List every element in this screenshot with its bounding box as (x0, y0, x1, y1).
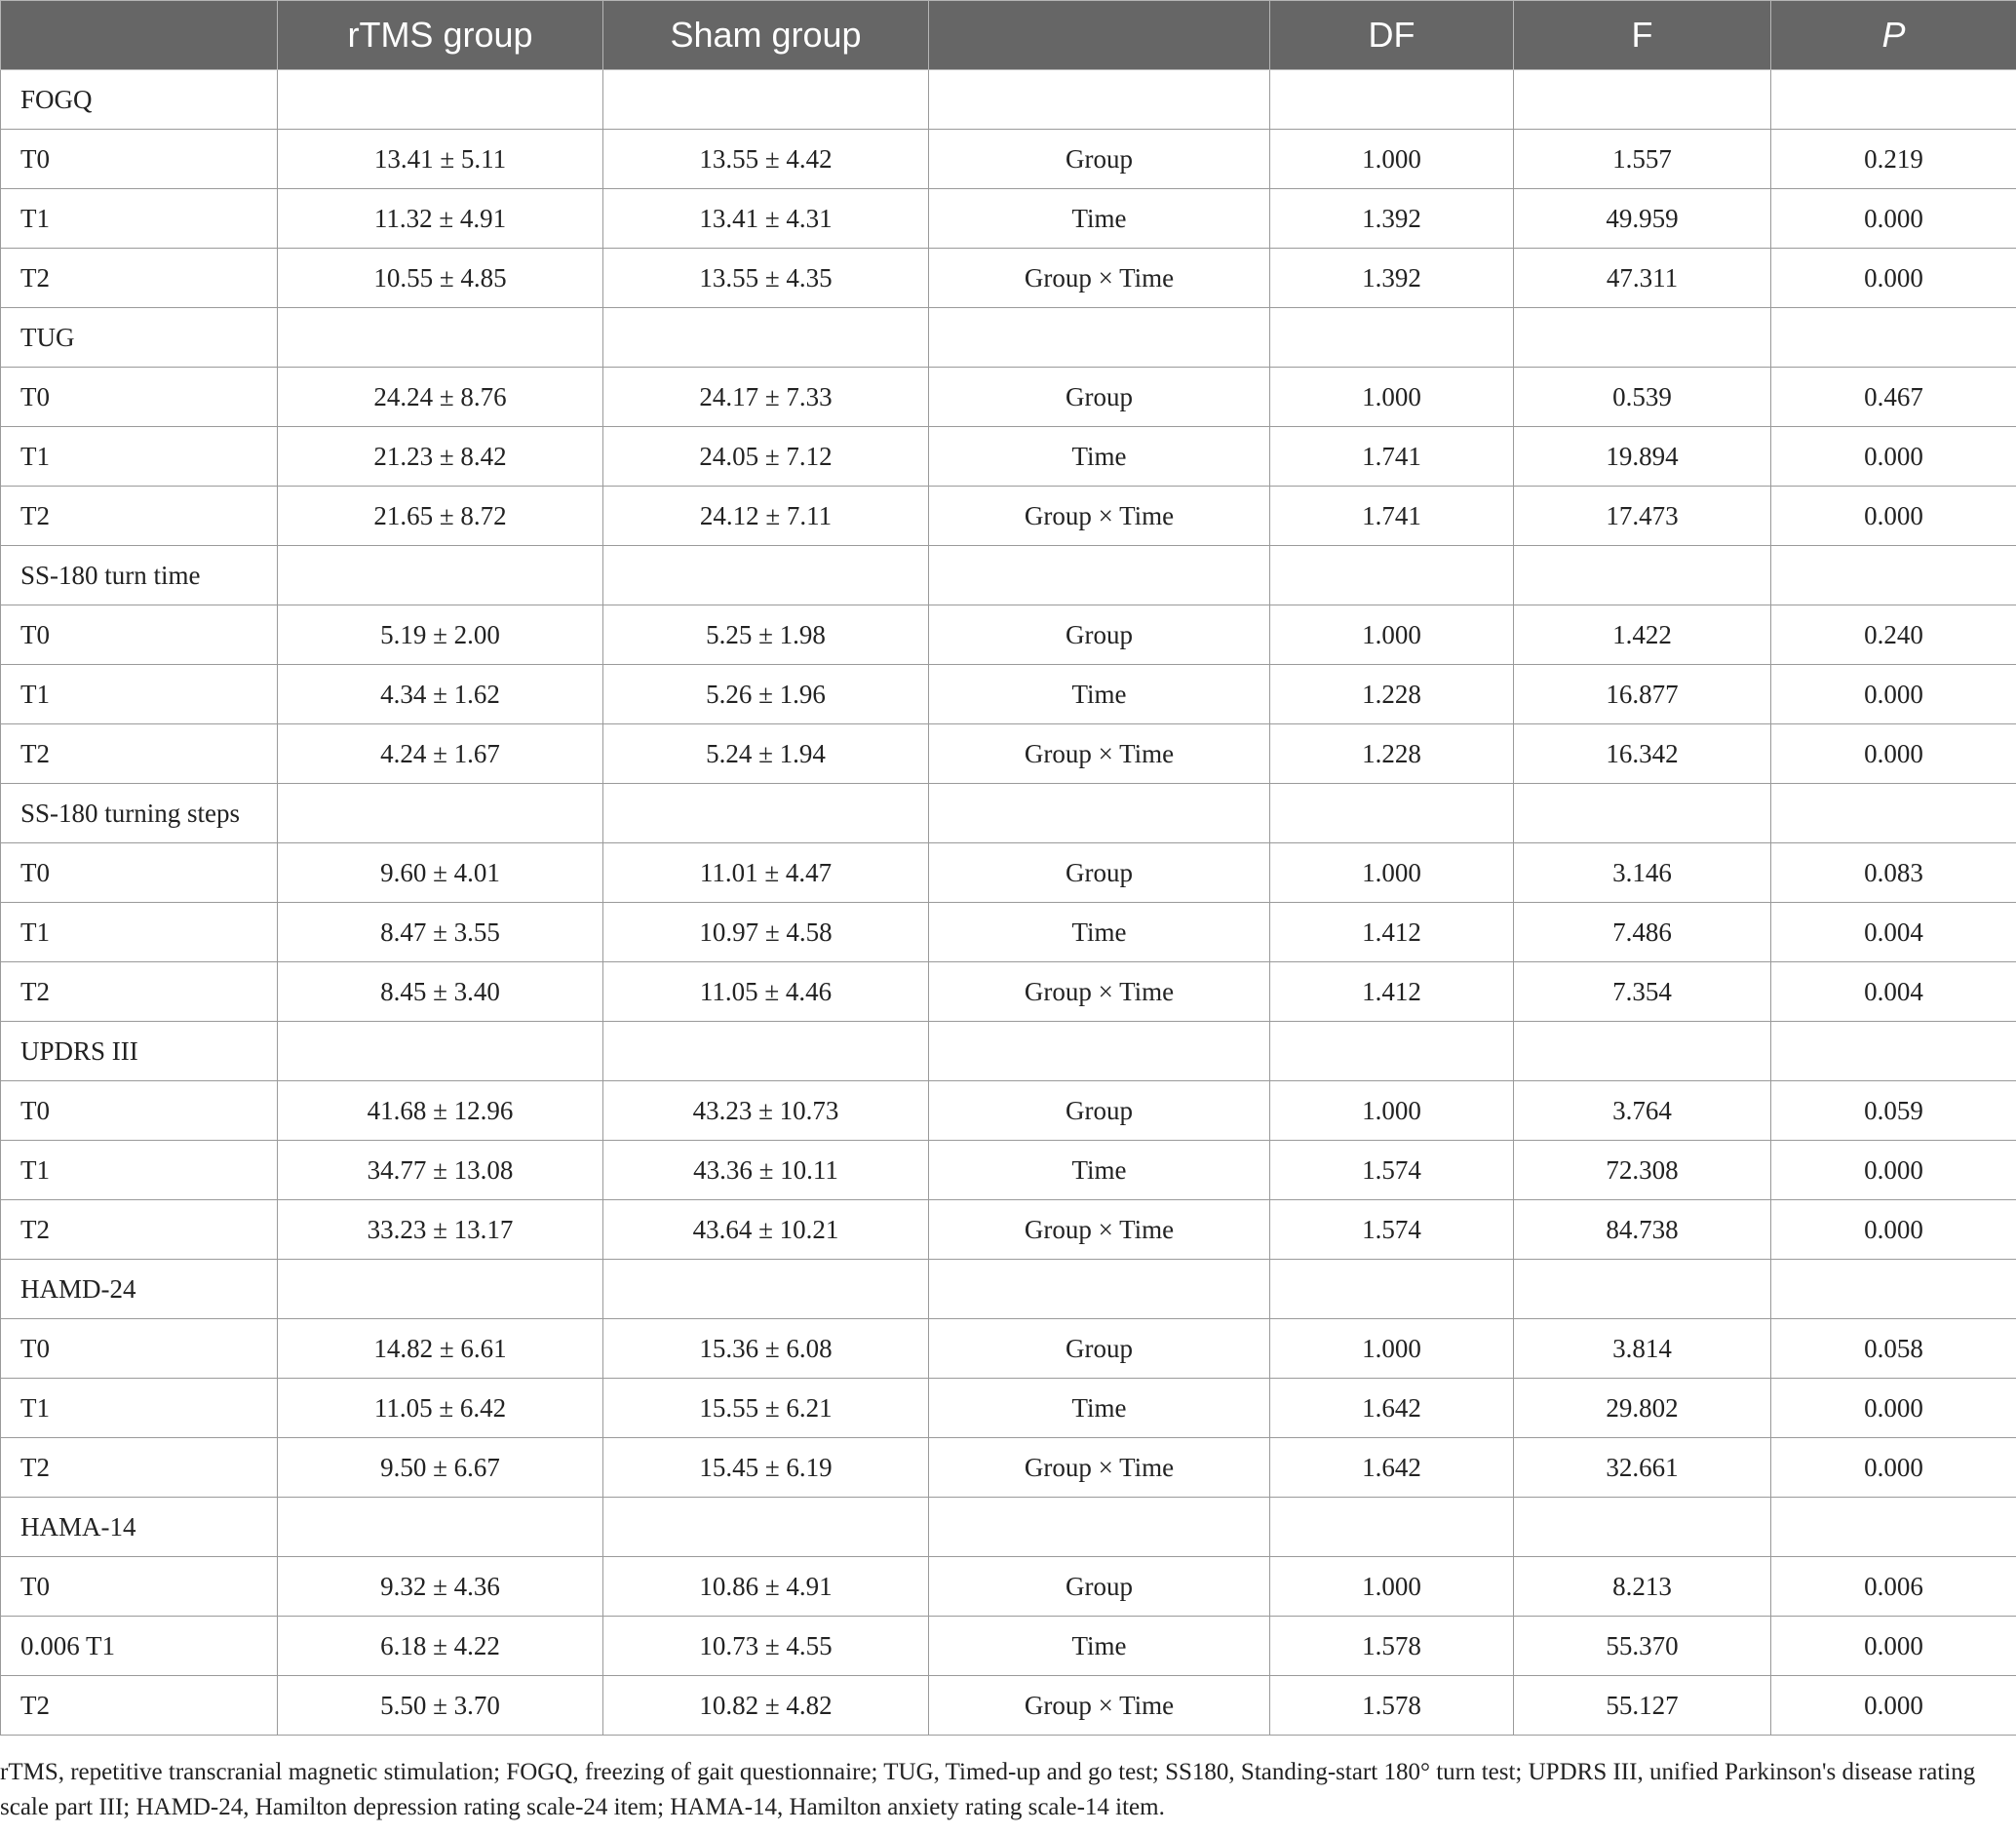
f-value: 84.738 (1514, 1200, 1771, 1260)
sham-value: 15.36 ± 6.08 (603, 1319, 929, 1379)
df-value: 1.578 (1270, 1676, 1514, 1736)
empty-cell (1270, 308, 1514, 368)
empty-cell (1771, 1022, 2016, 1081)
table-row (1, 1379, 2016, 1438)
empty-cell (1514, 784, 1771, 843)
section-label: SS-180 turning steps (1, 784, 278, 843)
rtms-value: 11.32 ± 4.91 (278, 189, 603, 249)
table-row (1, 130, 2016, 189)
table-row (1, 427, 2016, 487)
empty-cell (278, 70, 603, 130)
p-value: 0.467 (1771, 368, 2016, 427)
header-sham-group: Sham group (603, 1, 929, 70)
row-label: T2 (1, 724, 278, 784)
p-value: 0.000 (1771, 1379, 2016, 1438)
df-value: 1.000 (1270, 1081, 1514, 1141)
f-value: 8.213 (1514, 1557, 1771, 1617)
row-label: T2 (1, 1200, 278, 1260)
p-value: 0.000 (1771, 1438, 2016, 1498)
section-row (1, 1260, 2016, 1319)
empty-cell (929, 1260, 1270, 1319)
sham-value: 43.23 ± 10.73 (603, 1081, 929, 1141)
empty-cell (1514, 546, 1771, 605)
empty-cell (1514, 1260, 1771, 1319)
f-value: 17.473 (1514, 487, 1771, 546)
section-label: SS-180 turn time (1, 546, 278, 605)
section-label: HAMA-14 (1, 1498, 278, 1557)
table-row (1, 1081, 2016, 1141)
row-label: T2 (1, 249, 278, 308)
f-value: 7.486 (1514, 903, 1771, 962)
f-value: 19.894 (1514, 427, 1771, 487)
section-row (1, 546, 2016, 605)
empty-cell (278, 784, 603, 843)
empty-cell (1270, 1260, 1514, 1319)
table-row (1, 1676, 2016, 1736)
sham-value: 10.86 ± 4.91 (603, 1557, 929, 1617)
effect-label: Group (929, 368, 1270, 427)
section-row (1, 784, 2016, 843)
effect-label: Time (929, 903, 1270, 962)
empty-cell (1514, 1022, 1771, 1081)
row-label: T0 (1, 1081, 278, 1141)
row-label: T2 (1, 962, 278, 1022)
header-p: P (1771, 1, 2016, 70)
empty-cell (929, 546, 1270, 605)
section-label: UPDRS III (1, 1022, 278, 1081)
f-value: 49.959 (1514, 189, 1771, 249)
df-value: 1.000 (1270, 1319, 1514, 1379)
table-row (1, 843, 2016, 903)
header-rtms-group: rTMS group (278, 1, 603, 70)
empty-cell (603, 70, 929, 130)
empty-cell (278, 1498, 603, 1557)
rtms-value: 6.18 ± 4.22 (278, 1617, 603, 1676)
f-value: 0.539 (1514, 368, 1771, 427)
f-value: 55.127 (1514, 1676, 1771, 1736)
sham-value: 13.55 ± 4.35 (603, 249, 929, 308)
table-row (1, 368, 2016, 427)
sham-value: 10.82 ± 4.82 (603, 1676, 929, 1736)
empty-cell (603, 784, 929, 843)
table-row (1, 665, 2016, 724)
sham-value: 10.73 ± 4.55 (603, 1617, 929, 1676)
rtms-value: 14.82 ± 6.61 (278, 1319, 603, 1379)
table-row (1, 1200, 2016, 1260)
empty-cell (1514, 1498, 1771, 1557)
df-value: 1.412 (1270, 903, 1514, 962)
sham-value: 43.36 ± 10.11 (603, 1141, 929, 1200)
empty-cell (278, 308, 603, 368)
p-value: 0.004 (1771, 903, 2016, 962)
effect-label: Group × Time (929, 724, 1270, 784)
row-label: T1 (1, 1141, 278, 1200)
table-row (1, 1557, 2016, 1617)
empty-cell (929, 1022, 1270, 1081)
empty-cell (603, 1498, 929, 1557)
f-value: 1.422 (1514, 605, 1771, 665)
header-row (1, 1, 2016, 70)
row-label: T1 (1, 1379, 278, 1438)
section-label: TUG (1, 308, 278, 368)
rtms-value: 9.50 ± 6.67 (278, 1438, 603, 1498)
f-value: 72.308 (1514, 1141, 1771, 1200)
df-value: 1.228 (1270, 665, 1514, 724)
df-value: 1.642 (1270, 1379, 1514, 1438)
p-value: 0.240 (1771, 605, 2016, 665)
table-row (1, 1617, 2016, 1676)
table-row (1, 903, 2016, 962)
rtms-value: 5.19 ± 2.00 (278, 605, 603, 665)
row-label: T2 (1, 1438, 278, 1498)
effect-label: Group (929, 1557, 1270, 1617)
row-label: T0 (1, 605, 278, 665)
table-footnote: rTMS, repetitive transcranial magnetic stimulation; FOGQ, freezing of gait questionnaire; TUG, Timed-up and go test; SS180, Standing-start 180° turn test; UPDRS III, unified Parkinson's disease rating scale part III; HAMD-24, Hamilton depression rating scale-24 item; HAMA-14, Hamilton anxiety rating scale-14 item. (0, 1759, 1976, 1820)
effect-label: Time (929, 665, 1270, 724)
empty-cell (603, 546, 929, 605)
p-value: 0.004 (1771, 962, 2016, 1022)
table-row (1, 962, 2016, 1022)
effect-label: Group (929, 130, 1270, 189)
empty-cell (1270, 546, 1514, 605)
rtms-value: 34.77 ± 13.08 (278, 1141, 603, 1200)
f-value: 1.557 (1514, 130, 1771, 189)
empty-cell (929, 308, 1270, 368)
df-value: 1.741 (1270, 487, 1514, 546)
df-value: 1.392 (1270, 189, 1514, 249)
p-value: 0.000 (1771, 724, 2016, 784)
empty-cell (1270, 784, 1514, 843)
sham-value: 5.26 ± 1.96 (603, 665, 929, 724)
empty-cell (1771, 1260, 2016, 1319)
effect-label: Group (929, 1081, 1270, 1141)
p-value: 0.000 (1771, 487, 2016, 546)
row-label: T0 (1, 368, 278, 427)
sham-value: 5.25 ± 1.98 (603, 605, 929, 665)
effect-label: Group (929, 1319, 1270, 1379)
rtms-value: 9.60 ± 4.01 (278, 843, 603, 903)
f-value: 32.661 (1514, 1438, 1771, 1498)
table-row (1, 605, 2016, 665)
p-value: 0.059 (1771, 1081, 2016, 1141)
rtms-value: 9.32 ± 4.36 (278, 1557, 603, 1617)
sham-value: 10.97 ± 4.58 (603, 903, 929, 962)
p-value: 0.006 (1771, 1557, 2016, 1617)
df-value: 1.000 (1270, 1557, 1514, 1617)
rtms-value: 10.55 ± 4.85 (278, 249, 603, 308)
table-row (1, 1141, 2016, 1200)
p-value: 0.000 (1771, 1617, 2016, 1676)
f-value: 3.764 (1514, 1081, 1771, 1141)
empty-cell (1771, 784, 2016, 843)
effect-label: Group (929, 843, 1270, 903)
f-value: 47.311 (1514, 249, 1771, 308)
empty-cell (1771, 70, 2016, 130)
sham-value: 24.12 ± 7.11 (603, 487, 929, 546)
table-row (1, 189, 2016, 249)
header-row-label (1, 1, 278, 70)
row-label: T2 (1, 487, 278, 546)
effect-label: Group × Time (929, 487, 1270, 546)
rtms-value: 24.24 ± 8.76 (278, 368, 603, 427)
empty-cell (278, 1022, 603, 1081)
table-row (1, 1319, 2016, 1379)
sham-value: 15.45 ± 6.19 (603, 1438, 929, 1498)
empty-cell (929, 784, 1270, 843)
rtms-value: 13.41 ± 5.11 (278, 130, 603, 189)
f-value: 16.342 (1514, 724, 1771, 784)
p-value: 0.219 (1771, 130, 2016, 189)
effect-label: Time (929, 189, 1270, 249)
effect-label: Group × Time (929, 1200, 1270, 1260)
f-value: 3.146 (1514, 843, 1771, 903)
df-value: 1.392 (1270, 249, 1514, 308)
df-value: 1.000 (1270, 130, 1514, 189)
empty-cell (278, 1260, 603, 1319)
sham-value: 15.55 ± 6.21 (603, 1379, 929, 1438)
section-row (1, 1022, 2016, 1081)
effect-label: Time (929, 1379, 1270, 1438)
sham-value: 13.41 ± 4.31 (603, 189, 929, 249)
rtms-value: 11.05 ± 6.42 (278, 1379, 603, 1438)
section-row (1, 70, 2016, 130)
sham-value: 11.01 ± 4.47 (603, 843, 929, 903)
p-value: 0.000 (1771, 427, 2016, 487)
table-row (1, 1438, 2016, 1498)
df-value: 1.642 (1270, 1438, 1514, 1498)
df-value: 1.228 (1270, 724, 1514, 784)
df-value: 1.578 (1270, 1617, 1514, 1676)
effect-label: Time (929, 1617, 1270, 1676)
p-value: 0.000 (1771, 1676, 2016, 1736)
df-value: 1.741 (1270, 427, 1514, 487)
empty-cell (929, 1498, 1270, 1557)
header-effect (929, 1, 1270, 70)
empty-cell (1771, 546, 2016, 605)
row-label: T0 (1, 130, 278, 189)
effect-label: Time (929, 427, 1270, 487)
p-value: 0.083 (1771, 843, 2016, 903)
sham-value: 13.55 ± 4.42 (603, 130, 929, 189)
p-value: 0.058 (1771, 1319, 2016, 1379)
row-label: T1 (1, 189, 278, 249)
empty-cell (1270, 1498, 1514, 1557)
df-value: 1.412 (1270, 962, 1514, 1022)
empty-cell (1514, 70, 1771, 130)
table-row (1, 249, 2016, 308)
f-value: 55.370 (1514, 1617, 1771, 1676)
row-label: 0.006 T1 (1, 1617, 278, 1676)
row-label: T0 (1, 843, 278, 903)
effect-label: Time (929, 1141, 1270, 1200)
header-df: DF (1270, 1, 1514, 70)
rtms-value: 33.23 ± 13.17 (278, 1200, 603, 1260)
rtms-value: 21.23 ± 8.42 (278, 427, 603, 487)
df-value: 1.000 (1270, 368, 1514, 427)
section-label: HAMD-24 (1, 1260, 278, 1319)
sham-value: 24.17 ± 7.33 (603, 368, 929, 427)
section-label: FOGQ (1, 70, 278, 130)
sham-value: 5.24 ± 1.94 (603, 724, 929, 784)
table-body (1, 70, 2016, 1736)
rtms-value: 8.45 ± 3.40 (278, 962, 603, 1022)
empty-cell (1270, 1022, 1514, 1081)
df-value: 1.000 (1270, 843, 1514, 903)
rtms-value: 21.65 ± 8.72 (278, 487, 603, 546)
df-value: 1.574 (1270, 1141, 1514, 1200)
table-row (1, 724, 2016, 784)
row-label: T0 (1, 1557, 278, 1617)
empty-cell (1514, 308, 1771, 368)
df-value: 1.000 (1270, 605, 1514, 665)
empty-cell (278, 546, 603, 605)
row-label: T2 (1, 1676, 278, 1736)
p-value: 0.000 (1771, 189, 2016, 249)
empty-cell (1771, 1498, 2016, 1557)
section-row (1, 308, 2016, 368)
row-label: T0 (1, 1319, 278, 1379)
empty-cell (929, 70, 1270, 130)
rtms-value: 4.24 ± 1.67 (278, 724, 603, 784)
sham-value: 24.05 ± 7.12 (603, 427, 929, 487)
empty-cell (1771, 308, 2016, 368)
effect-label: Group (929, 605, 1270, 665)
empty-cell (1270, 70, 1514, 130)
empty-cell (603, 1022, 929, 1081)
empty-cell (603, 1260, 929, 1319)
effect-label: Group × Time (929, 1676, 1270, 1736)
rtms-value: 41.68 ± 12.96 (278, 1081, 603, 1141)
effect-label: Group × Time (929, 249, 1270, 308)
header-f: F (1514, 1, 1771, 70)
rtms-value: 4.34 ± 1.62 (278, 665, 603, 724)
row-label: T1 (1, 427, 278, 487)
f-value: 3.814 (1514, 1319, 1771, 1379)
row-label: T1 (1, 903, 278, 962)
sham-value: 11.05 ± 4.46 (603, 962, 929, 1022)
f-value: 16.877 (1514, 665, 1771, 724)
section-row (1, 1498, 2016, 1557)
table-row (1, 487, 2016, 546)
f-value: 29.802 (1514, 1379, 1771, 1438)
effect-label: Group × Time (929, 1438, 1270, 1498)
p-value: 0.000 (1771, 665, 2016, 724)
p-value: 0.000 (1771, 1200, 2016, 1260)
p-value: 0.000 (1771, 249, 2016, 308)
effect-label: Group × Time (929, 962, 1270, 1022)
df-value: 1.574 (1270, 1200, 1514, 1260)
sham-value: 43.64 ± 10.21 (603, 1200, 929, 1260)
p-value: 0.000 (1771, 1141, 2016, 1200)
empty-cell (603, 308, 929, 368)
f-value: 7.354 (1514, 962, 1771, 1022)
rtms-value: 5.50 ± 3.70 (278, 1676, 603, 1736)
rtms-value: 8.47 ± 3.55 (278, 903, 603, 962)
row-label: T1 (1, 665, 278, 724)
